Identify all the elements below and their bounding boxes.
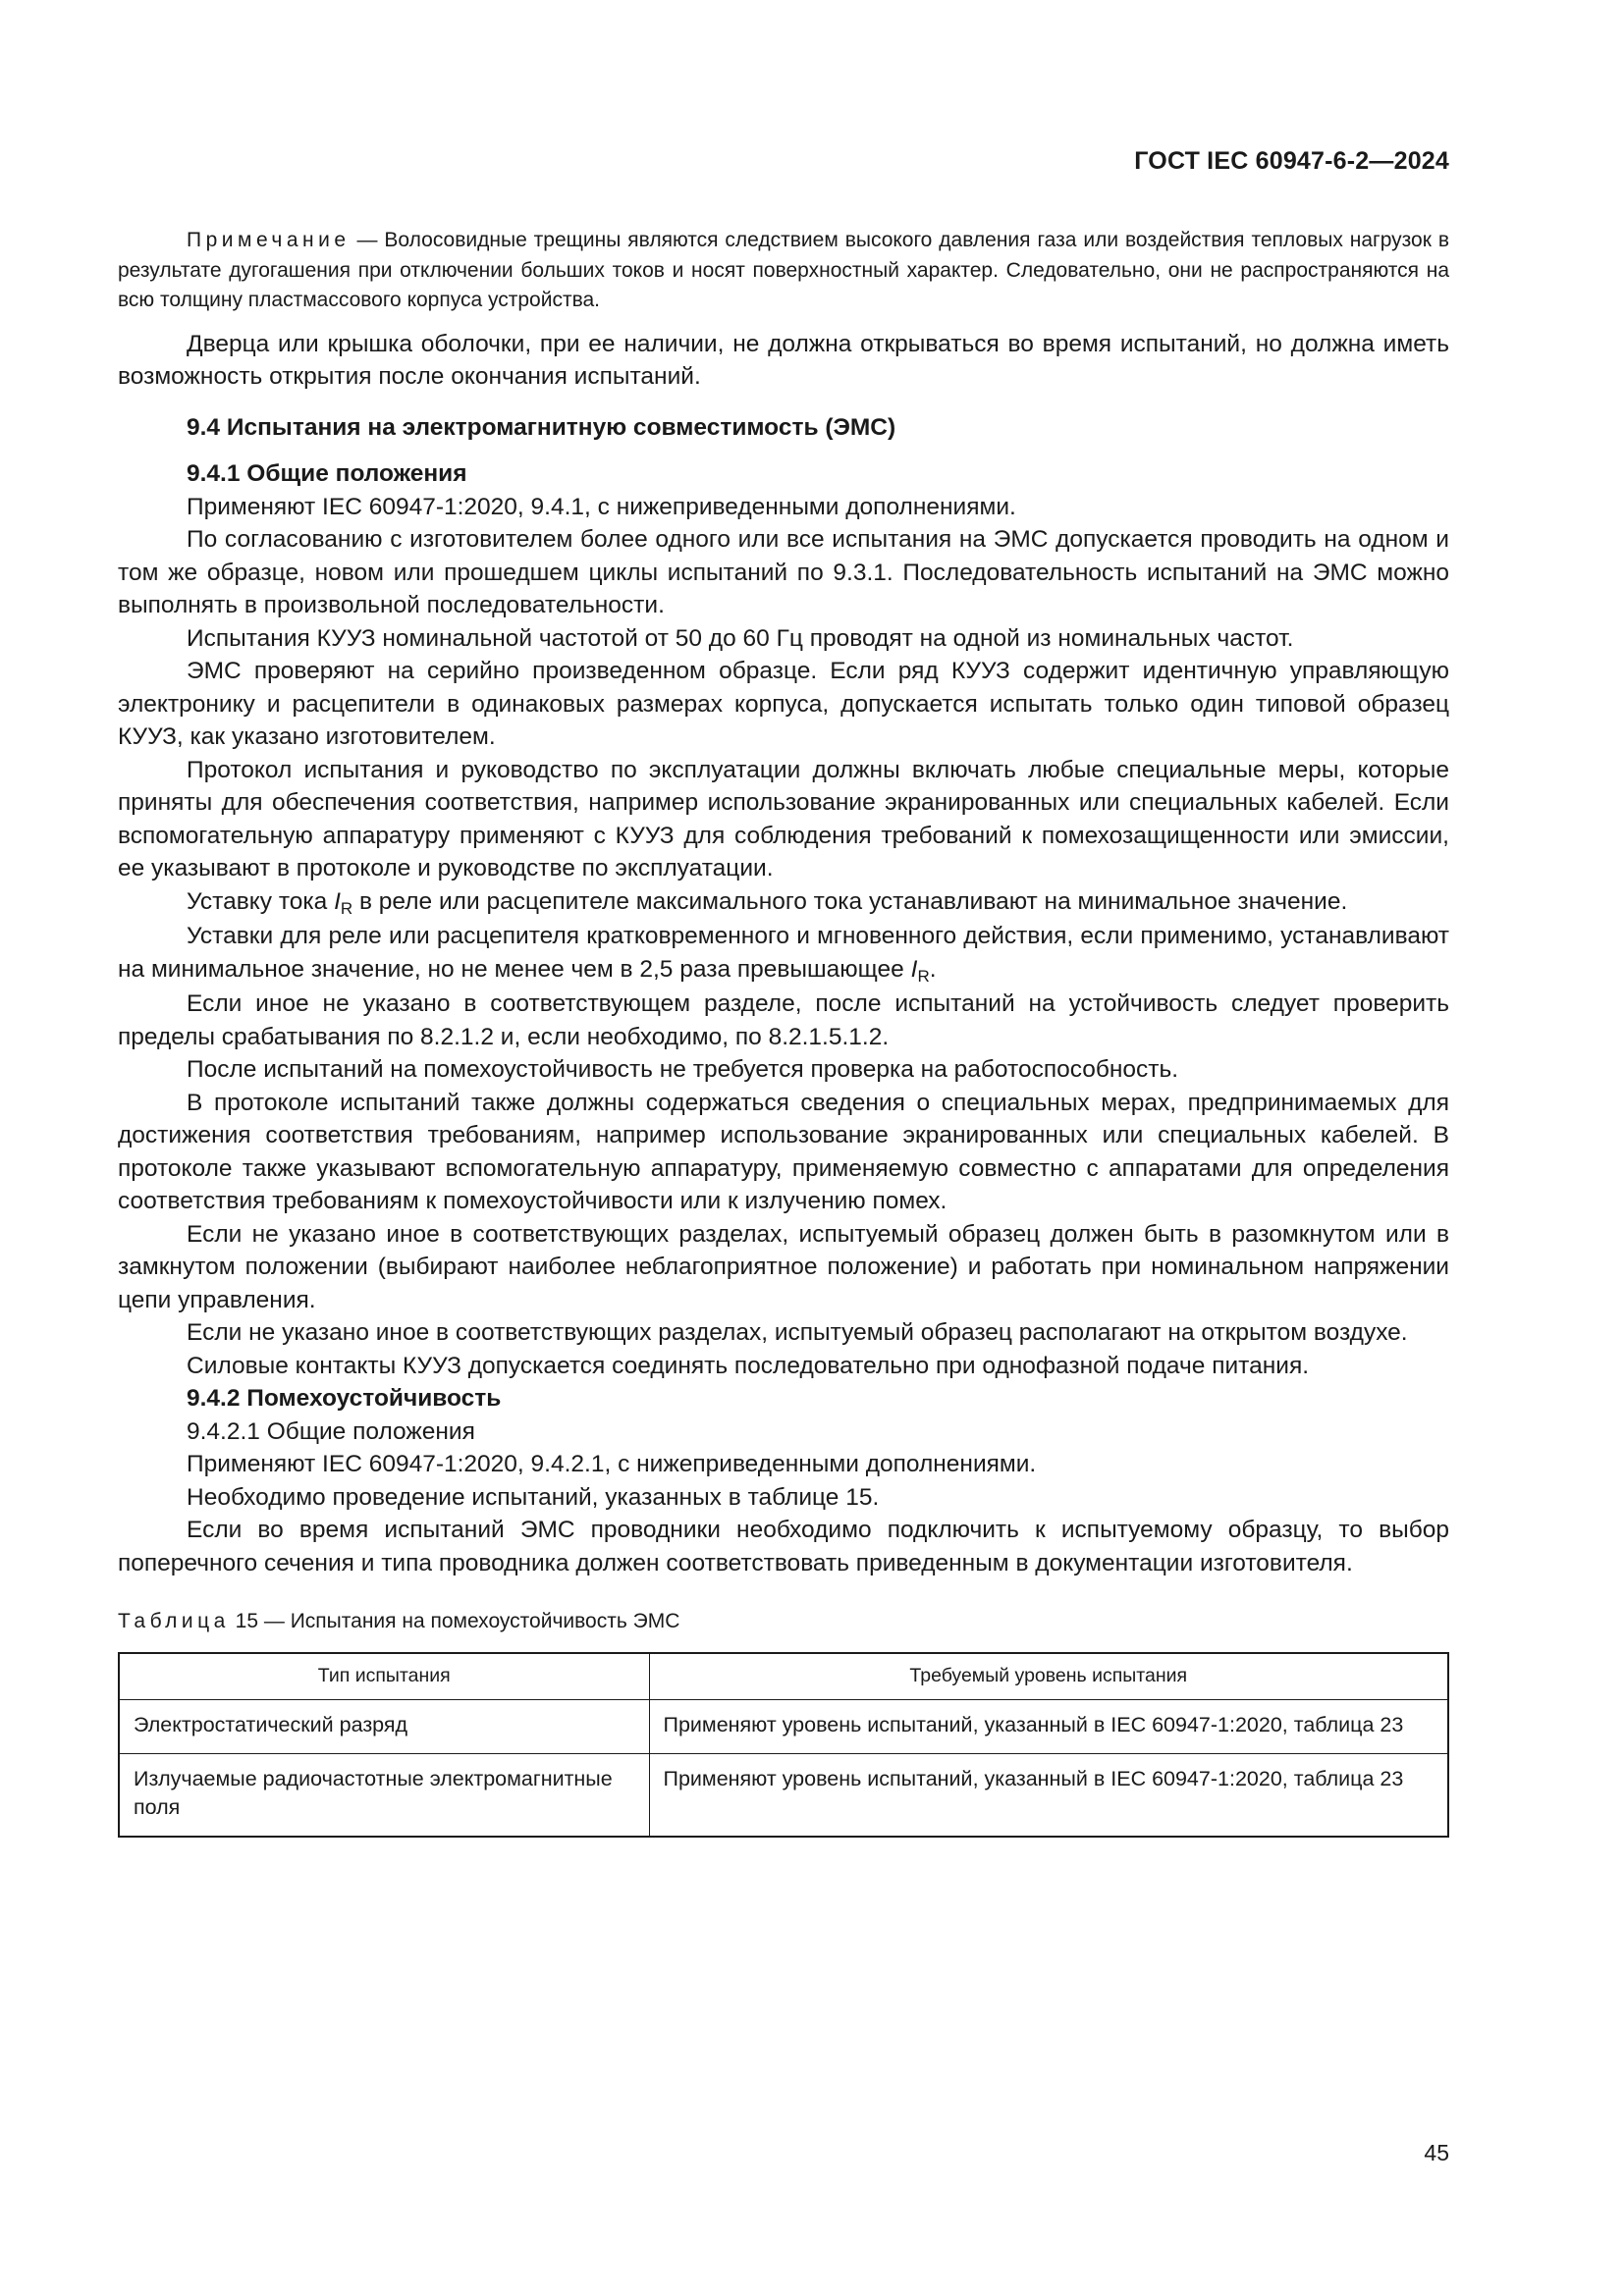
- table-cell: Применяют уровень испытаний, указанный в IEC 60947-1:2020, таблица 23: [649, 1699, 1448, 1753]
- page-content: [118, 226, 1449, 1838]
- page-number: 45: [1424, 2140, 1449, 2165]
- instant-setting-paragraph: [118, 920, 1449, 988]
- text-run: в реле или расцепителе максимального тока устанавливают на минимальное значение.: [352, 887, 1348, 915]
- column-header: Тип испытания: [119, 1653, 649, 1700]
- paragraph: Силовые контакты КУУЗ допускается соединять последовательно при однофазной подаче питания.: [187, 1352, 1310, 1379]
- door-paragraph: Дверца или крышка оболочки, при ее наличии, не должна открываться во время испытаний, но должна иметь возможность открытия после окончания испытаний.: [118, 330, 1449, 390]
- table-caption: [118, 1605, 1449, 1638]
- text-run: .: [929, 955, 937, 983]
- section-9-4-2-title: 9.4.2 Помехоустойчивость: [187, 1385, 502, 1412]
- paragraph: Если не указано иное в соответствующих разделах, испытуемый образец должен быть в разомкнутом или в замкнутом положении (выбирают наиболее неблагоприятное положение) и работать при номинальном напряжении цепи управления.: [118, 1220, 1449, 1313]
- current-symbol: I: [910, 955, 918, 983]
- table-cell: Излучаемые радиочастотные электромагнитные поля: [119, 1753, 649, 1837]
- paragraph: Применяют IEC 60947-1:2020, 9.4.1, с нижеприведенными дополнениями.: [187, 493, 1016, 520]
- table-caption-text: 15 — Испытания на помехоустойчивость ЭМС: [229, 1610, 680, 1632]
- paragraph: После испытаний на помехоустойчивость не требуется проверка на работоспособность.: [187, 1056, 1179, 1083]
- table-cell: Применяют уровень испытаний, указанный в IEC 60947-1:2020, таблица 23: [649, 1753, 1448, 1837]
- current-subscript: R: [340, 898, 353, 918]
- note-label: Примечание: [187, 229, 351, 251]
- document-code: ГОСТ IEC 60947-6-2—2024: [1134, 147, 1449, 175]
- table-cell: Электростатический разряд: [119, 1699, 649, 1753]
- column-header: Требуемый уровень испытания: [649, 1653, 1448, 1700]
- paragraph: Протокол испытания и руководство по эксплуатации должны включать любые специальные меры, которые приняты для обеспечения соответствия, например использование экранированных или специальных кабелей. Если вспомогательную аппаратуру применяют с КУУЗ для соблюдения требований к помехозащищенности или эмиссии, ее указывают в протоколе и руководстве по эксплуатации.: [118, 756, 1449, 881]
- paragraph: По согласованию с изготовителем более одного или все испытания на ЭМС допускается проводить на одном и том же образце, новом или прошедшем циклы испытаний по 9.3.1. Последовательность испытаний на ЭМС можно выполнять в произвольной последовательности.: [118, 526, 1449, 618]
- paragraph: ЭМС проверяют на серийно произведенном образце. Если ряд КУУЗ содержит идентичную управляющую электронику и расцепители в одинаковых размерах корпуса, допускается испытать только один типовой образец КУУЗ, как указано изготовителем.: [118, 658, 1449, 750]
- current-symbol: I: [334, 887, 341, 915]
- section-9-4-1-title: 9.4.1 Общие положения: [187, 460, 467, 487]
- current-setting-paragraph: [118, 885, 1449, 921]
- table-row: [119, 1699, 1448, 1753]
- text-run: Уставку тока: [187, 887, 335, 915]
- paragraph: Если не указано иное в соответствующих разделах, испытуемый образец располагают на открытом воздухе.: [187, 1319, 1408, 1346]
- table-caption-label: Таблица: [118, 1610, 230, 1632]
- note-paragraph: [118, 226, 1449, 316]
- emc-immunity-table: [118, 1652, 1449, 1838]
- paragraph: Применяют IEC 60947-1:2020, 9.4.2.1, с нижеприведенными дополнениями.: [187, 1451, 1037, 1477]
- paragraph: Испытания КУУЗ номинальной частотой от 50 до 60 Гц проводят на одной из номинальных частот.: [187, 624, 1294, 652]
- paragraph: Если иное не указано в соответствующем разделе, после испытаний на устойчивость следует проверить пределы срабатывания по 8.2.1.2 и, если необходимо, по 8.2.1.5.1.2.: [118, 990, 1449, 1050]
- text-run: Уставки для реле или расцепителя кратковременного и мгновенного действия, если применимо, устанавливают на минимальное значение, но не менее чем в 2,5 раза превышающее: [118, 923, 1449, 983]
- table-row: [119, 1753, 1448, 1837]
- subsection-title: 9.4.2.1 Общие положения: [187, 1417, 475, 1445]
- current-subscript: R: [917, 966, 930, 986]
- paragraph: В протоколе испытаний также должны содержаться сведения о специальных мерах, предпринимаемых для достижения соответствия требованиям, например использование экранированных или специальных кабелей. В протоколе также указывают вспомогательную аппаратуру, применяемую совместно с аппаратами для определения соответствия требованиям к помехоустойчивости или к излучению помех.: [118, 1089, 1449, 1214]
- paragraph: Необходимо проведение испытаний, указанных в таблице 15.: [187, 1483, 880, 1511]
- section-9-4-title: 9.4 Испытания на электромагнитную совместимость (ЭМС): [187, 413, 896, 441]
- table-header-row: [119, 1653, 1448, 1700]
- note-text: — Волосовидные трещины являются следствием высокого давления газа или воздействия тепловых нагрузок в результате дугогашения при отключении больших токов и носят поверхностный характер. Следовательно, они не распространяются на всю толщину пластмассового корпуса устройства.: [118, 229, 1449, 311]
- paragraph: Если во время испытаний ЭМС проводники необходимо подключить к испытуемому образцу, то выбор поперечного сечения и типа проводника должен соответствовать приведенным в документации изготовителя.: [118, 1517, 1449, 1576]
